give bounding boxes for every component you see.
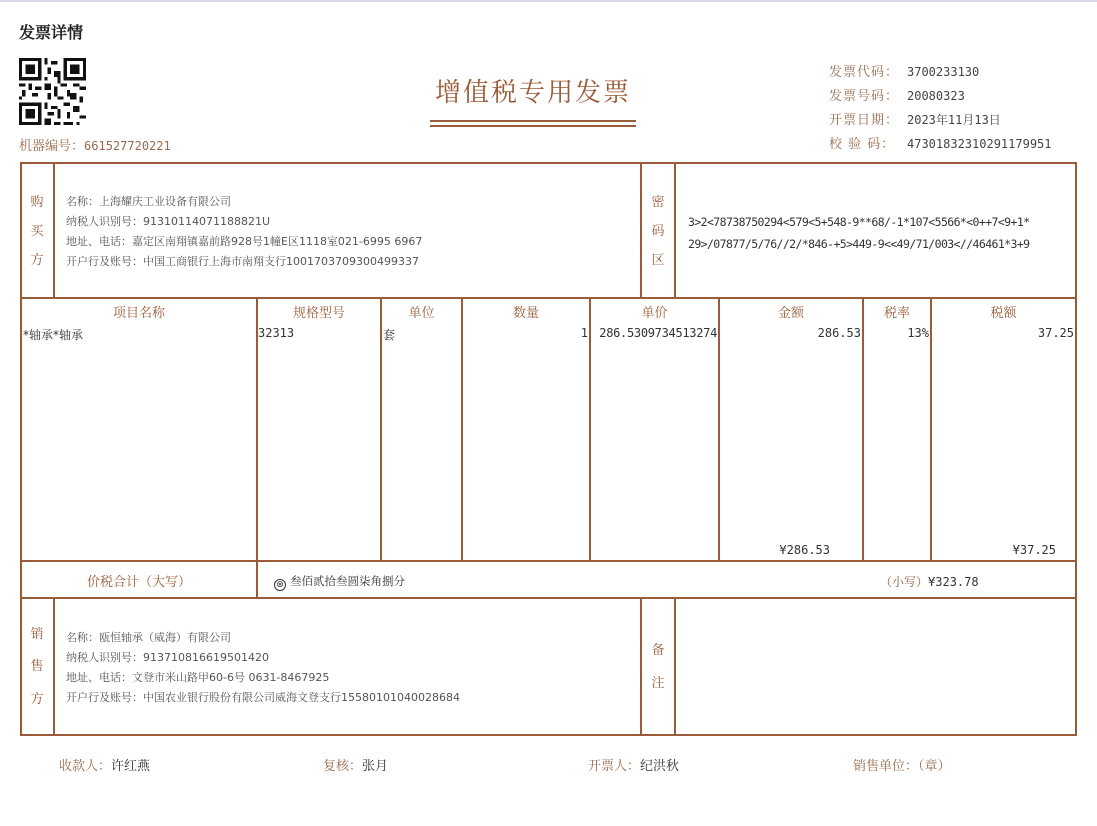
buyer-bank: 开户行及账号：中国工商银行上海市南翔支行1001703709300499337 [66,255,419,268]
total-label: 价税合计（大写） [86,575,191,590]
divider [20,597,1077,599]
item-spec: 32313 [258,326,295,340]
total-small-value: ¥323.78 [928,575,979,589]
item-amount: 286.53 [817,326,861,340]
invoice-number-label: 发票号码： [829,89,900,104]
cipher-text: 3>2<78738750294<579<5+548-9**68/-1*107<5566*<0++7<9+1* 29>/07877/5/76//2/*846-+5>449-9<<49/71/003<//46461*3+9 [688,215,1030,251]
header-tax: 税额 [990,306,1017,321]
header-spec: 规格型号 [292,306,345,321]
item-name: *轴承*轴承 [23,328,84,342]
header-rate: 税率 [883,306,910,321]
payee: 收款人：许红燕 [59,759,151,774]
invoice-code [829,61,979,80]
buyer-address: 地址、电话：嘉定区南翔镇嘉前路928号1幢E区1118室021-6995 6967 [66,235,423,248]
invoice-date-value: 2023年11月13日 [907,113,1001,127]
total-small [880,573,979,590]
invoice-number [829,85,965,104]
divider [640,597,642,736]
buyer-name: 名称：上海耀庆工业设备有限公司 [66,195,231,208]
divider [53,597,55,736]
divider [53,162,55,298]
machine-number [19,135,171,154]
title-underline [430,120,636,122]
seller-address: 地址、电话：文登市米山路甲60-6号 0631-8467925 [66,671,330,684]
item-unit: 套 [383,328,396,342]
divider [674,162,676,298]
buyer-tax-id: 纳税人识别号：91310114071188821U [66,215,271,228]
qr-code-icon [19,58,86,125]
circle-x-icon: ⊗ [274,579,286,591]
title-underline [430,125,636,127]
machine-number-value: 661527720221 [84,139,171,153]
item-rate: 13% [907,326,929,340]
page-title: 发票详情 [19,23,84,42]
machine-number-label: 机器编号： [19,139,85,154]
item-price: 286.5309734513274 [599,326,717,340]
item-tax: 37.25 [1037,326,1074,340]
check-code-value: 47301832310291179951 [907,137,1052,151]
divider [380,297,382,561]
divider [20,297,1077,299]
invoice-date-label: 开票日期： [829,113,900,128]
seller-name: 名称：瓯恒轴承（威海）有限公司 [66,631,231,644]
invoice-code-label: 发票代码： [829,65,900,80]
header-qty: 数量 [512,306,539,321]
divider [20,560,1077,562]
top-divider [0,0,1097,2]
sum-amount: ¥286.53 [779,543,830,557]
invoice-date [829,109,1001,128]
header-item-name: 项目名称 [112,306,165,321]
invoice-code-value: 3700233130 [907,65,980,79]
seller-unit: 销售单位：（章） [853,759,951,774]
item-qty: 1 [580,326,588,340]
sum-tax: ¥37.25 [1012,543,1056,557]
seller-bank: 开户行及账号：中国农业银行股份有限公司威海文登支行15580101040028684 [66,691,460,704]
total-capital [274,573,405,591]
seller-tax-id: 纳税人识别号：913710816619501420 [66,651,269,664]
invoice-number-value: 20080323 [907,89,965,103]
header-unit: 单位 [408,306,435,321]
divider [640,162,642,298]
seller-info [66,628,460,708]
divider [674,597,676,736]
issuer: 开票人：纪洪秋 [588,759,680,774]
check-code-label: 校 验 码： [829,137,896,152]
header-amount: 金额 [777,306,804,321]
divider [256,297,258,598]
total-small-label: （小写） [880,575,929,589]
check-code [829,133,1052,152]
header-price: 单价 [641,306,668,321]
invoice-title: 增值税专用发票 [434,78,631,108]
total-capital-value: 叁佰贰拾叁圆柒角捌分 [290,574,405,588]
reviewer: 复核：张月 [323,759,389,774]
buyer-info [66,192,422,272]
